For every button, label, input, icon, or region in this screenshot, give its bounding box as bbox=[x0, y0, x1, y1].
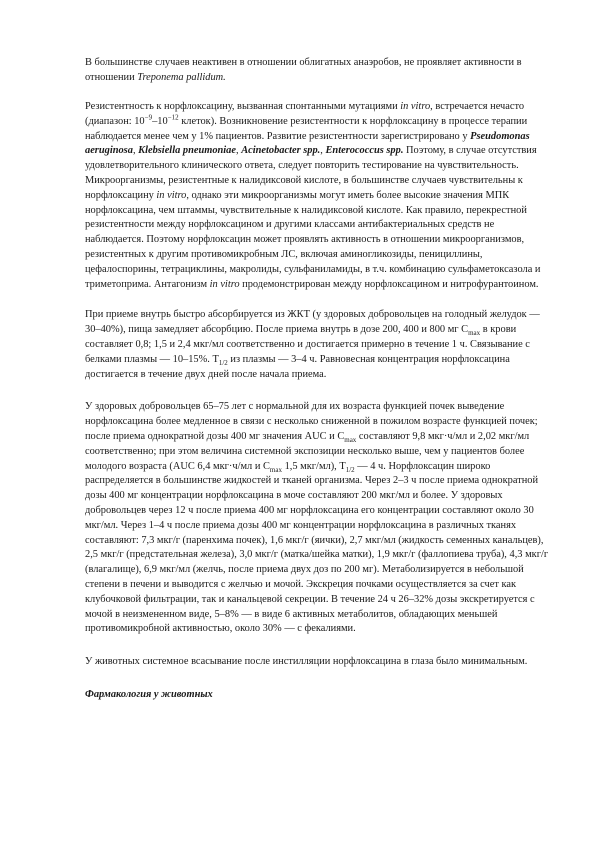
organism-name: Treponema pallidum. bbox=[137, 71, 226, 83]
text: У здоровых добровольцев 65–75 лет с нормальной для их возраста функцией почек выведение норфлоксацина более медленное в связи с несколько сниженной в пожилом возрасте функцией почек; после приема однократной дозы 400 мг значения AUC и C bbox=[85, 401, 538, 443]
latin-term: in vitro bbox=[209, 278, 240, 290]
organism-name: Enterococcus spp. bbox=[325, 145, 404, 157]
exponent: −12 bbox=[167, 113, 179, 122]
paragraph-spectrum bbox=[85, 56, 553, 86]
subscript: max bbox=[269, 465, 282, 474]
organism-name: Acinetobacter spp. bbox=[241, 145, 321, 157]
section-heading: Фармакология у животных bbox=[85, 688, 213, 700]
text: из плазмы — 3–4 ч. Равновесная концентрация норфлоксацина достигается в течение двух дней после начала приема. bbox=[85, 353, 510, 380]
text: , bbox=[236, 145, 242, 157]
text: Резистентность к норфлоксацину, вызванная спонтанными мутациями bbox=[85, 101, 401, 113]
text: 1,5 мкг/мл), T bbox=[281, 460, 346, 472]
subscript: max bbox=[468, 329, 481, 338]
text: , bbox=[132, 145, 139, 157]
text: –10 bbox=[152, 115, 168, 127]
text: , однако эти микроорганизмы могут иметь более высокие значения МПК норфлоксацина, чем штаммы, чувствительные к налидиксовой кислоте. Как правило, перекрестной резистентности между норфлоксацином и другими классами антибактериальных средств не наблюдается. Поэтому норфлоксацин может проявлять активность в отношении микроорганизмов, резистентных к другим противомикробным ЛС, включая аминогликозиды, пенициллины, цефалоспорины, тетрациклины, макролиды, сульфаниламиды, в т.ч. комбинацию сульфаметоксазола и триметоприма. Антагонизм bbox=[85, 189, 541, 290]
subscript: 1/2 bbox=[218, 358, 228, 367]
paragraph-resistance bbox=[85, 100, 553, 292]
text: клеток). Возникновение резистентности к норфлоксацину в процессе терапии наблюдается менее чем у 1% пациентов. Развитие резистентности зарегистрировано у bbox=[85, 115, 528, 142]
paragraph-absorption bbox=[85, 308, 553, 382]
organism-name: Pseudomonas aeruginosa bbox=[85, 130, 530, 157]
text: У животных системное всасывание после инстилляции норфлоксацина в глаза было минимальным. bbox=[85, 656, 528, 668]
subscript: max bbox=[344, 436, 357, 445]
text: в крови составляет 0,8; 1,5 и 2,4 мкг/мл соответственно и достигается примерно в течение 1 ч. Связывание с белками плазмы — 10–15%. T bbox=[85, 324, 530, 365]
text: , встречается нечасто (диапазон: 10 bbox=[85, 101, 525, 127]
text: составляют 9,8 мкг·ч/мл и 2,02 мкг/мл соответственно; при этом величина системной экспозиции несколько выше, чем у пациентов более молодого возраста (AUC 6,4 мкг·ч/мл и C bbox=[85, 431, 530, 472]
document-body bbox=[85, 56, 553, 703]
text: , bbox=[320, 145, 326, 157]
text: — 4 ч. Норфлоксацин широко распределяется в большинстве жидкостей и тканей организма. Через 2–3 ч после приема однократной дозы 400 мг концентрации норфлоксацина в моче составляют 200 мкг/мл и более. У здоровых добровольцев через 12 ч после приема 400 мг норфлоксацина его концентрации составляют около 30 мкг/мл. Через 1–4 ч после приема дозы 400 мг концентрации норфлоксацина в различных тканях составляют: 7,3 мкг/г (паренхима почек), 1,6 мкг/г (яички), 2,7 мкг/мл (жидкость семенных канальцев), 2,5 мкг/г (предстательная железа), 3,0 мкг/г (матка/шейка матки), 1,9 мкг/г (фаллопиева труба), 4,3 мкг/г (влагалище), 6,9 мкг/мл (желчь, после приема двух доз по 200 мг). Метаболизируется в небольшой степени в печени и выводится с желчью и мочой. Экскреция почками осуществляется за счет как клубочковой фильтрации, так и канальцевой секреции. В течение 24 ч 26–32% дозы экскретируется с мочой в неизмененном виде, 5–8% — в виде 6 активных метаболитов, обладающих меньшей противомикробной активностью, около 30% — с фекалиями. bbox=[85, 460, 549, 635]
paragraph-elderly bbox=[85, 400, 553, 637]
text: Поэтому, в случае отсутствия удовлетворительного клинического ответа, следует повторить тестирование на чувствительность. Микроорганизмы, резистентные к налидиксовой кислоте, в большинстве случаев чувствительны к норфлоксацину bbox=[85, 145, 537, 201]
exponent: −9 bbox=[144, 113, 153, 122]
text: При приеме внутрь быстро абсорбируется из ЖКТ (у здоровых добровольцев на голодный желудок — 30–40%), пища замедляет абсорбцию. После приема внутрь в дозе 200, 400 и 800 мг C bbox=[85, 309, 540, 336]
latin-term: in vitro bbox=[400, 101, 431, 113]
subscript: 1/2 bbox=[345, 465, 355, 474]
paragraph-animals bbox=[85, 655, 553, 670]
organism-name: Klebsiella pneumoniae bbox=[138, 145, 236, 157]
text: продемонстрирован между норфлоксацином и нитрофурантоином. bbox=[239, 278, 539, 290]
text: В большинстве случаев неактивен в отношении облигатных анаэробов, не проявляет активности в отношении bbox=[85, 57, 522, 83]
latin-term: in vitro bbox=[156, 189, 187, 201]
